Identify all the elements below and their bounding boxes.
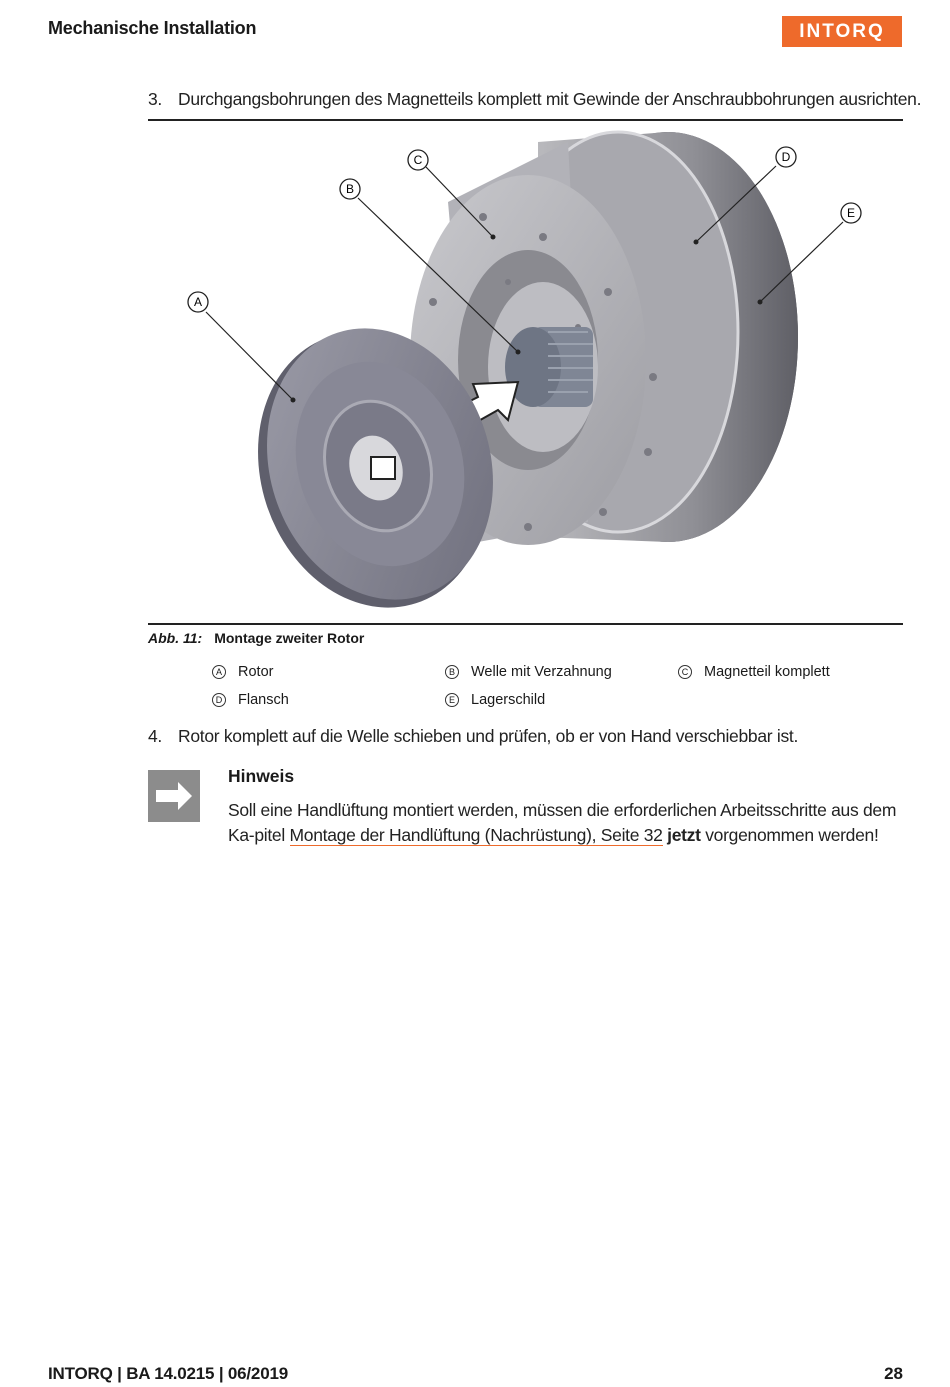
note-heading: Hinweis <box>228 766 295 786</box>
section-title: Mechanische Installation <box>48 18 257 38</box>
callout-b <box>340 179 360 199</box>
legend-label: Rotor <box>238 664 274 680</box>
splined-shaft <box>505 327 593 407</box>
callout-a <box>188 292 208 312</box>
legend-label: Lagerschild <box>471 692 546 708</box>
caption-title: Montage zweiter Rotor <box>214 630 365 646</box>
note-body <box>228 798 903 848</box>
cross-reference-link[interactable]: Montage der Handlüftung (Nachrüstung), Seite 32 <box>289 825 663 845</box>
legend-key: D <box>212 693 226 707</box>
legend-label: Welle mit Verzahnung <box>471 664 612 680</box>
figure-bottom-rule <box>148 623 903 625</box>
legend-item-rotor <box>212 664 273 680</box>
step-text: Rotor komplett auf die Welle schieben und prüfen, ob er von Hand verschiebbar ist. <box>178 726 799 746</box>
caption-label: Abb. 11: <box>148 630 203 646</box>
callout-label: E <box>846 206 856 220</box>
step-number: 4. <box>148 726 162 746</box>
step-4 <box>148 726 798 747</box>
page-number: 28 <box>884 1364 903 1383</box>
brake-assembly-illustration <box>148 122 903 624</box>
legend-key: C <box>678 665 692 679</box>
step-number: 3. <box>148 89 162 109</box>
step-text: Durchgangsbohrungen des Magnetteils komplett mit Gewinde der Anschraubbohrungen ausrichten. <box>178 89 922 109</box>
callout-label: A <box>193 295 203 309</box>
figure-caption <box>148 630 364 646</box>
legend-label: Flansch <box>238 692 289 708</box>
callout-label: D <box>781 150 791 164</box>
callout-e <box>841 203 861 223</box>
legend-item-magnet-part <box>678 664 830 680</box>
legend-key: A <box>212 665 226 679</box>
step-3 <box>148 89 921 110</box>
note-emphasis: jetzt <box>667 825 701 845</box>
note-text-end: vorgenommen werden! <box>705 825 879 845</box>
legend-item-shaft <box>445 664 612 680</box>
legend-item-flange <box>212 692 289 708</box>
intorq-logo: INTORQ <box>782 16 902 47</box>
callout-d <box>776 147 796 167</box>
legend-label: Magnetteil komplett <box>704 664 830 680</box>
footer-document-id: INTORQ | BA 14.0215 | 06/2019 <box>48 1364 288 1383</box>
callout-label: B <box>345 182 355 196</box>
figure-top-rule <box>148 119 903 121</box>
legend-key: E <box>445 693 459 707</box>
legend-key: B <box>445 665 459 679</box>
note-text: Soll eine Handlüftung montiert werden, müssen die erforderlichen Arbeitsschritte aus dem Ka-pitel <box>228 800 897 845</box>
arrow-right-icon <box>148 770 200 822</box>
callout-c <box>408 150 428 170</box>
legend-item-bearing-shield <box>445 692 545 708</box>
callout-label: C <box>413 153 423 167</box>
